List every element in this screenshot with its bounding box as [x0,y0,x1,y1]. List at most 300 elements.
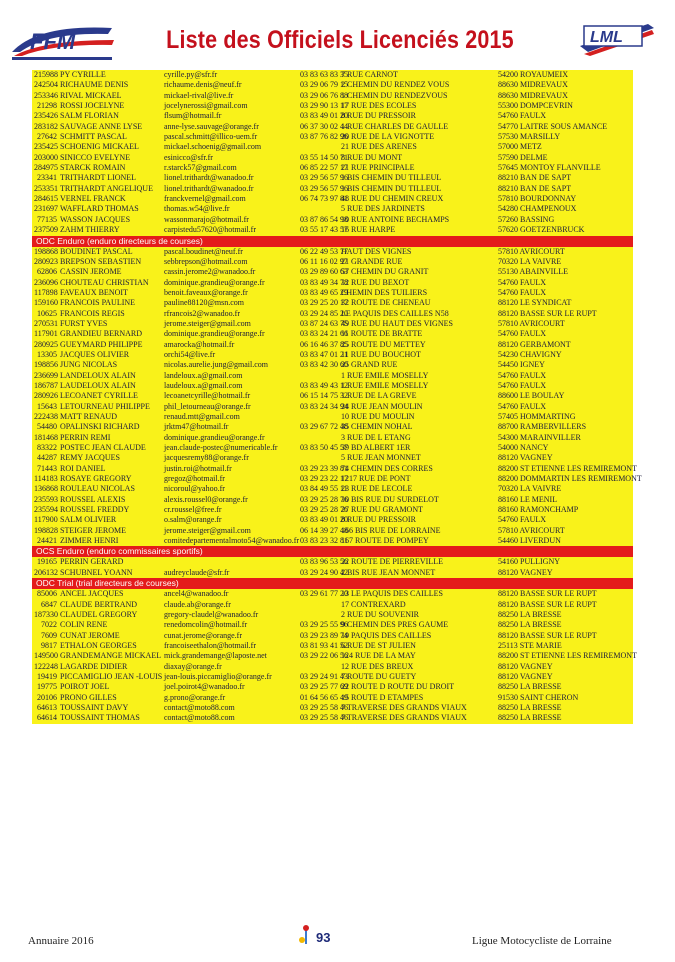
city-cell: 88200 ST ETIENNE LES REMIREMONT [498,651,637,661]
licence-number-cell: 187330 [34,609,58,619]
email-cell[interactable]: ancel4@wanadoo.fr [164,589,229,599]
page-title: Liste des Officiels Licenciés 2015 [166,26,514,54]
licence-number-cell: 215988 [34,70,58,79]
city-cell: 57530 MARSILLY [498,132,561,142]
phone-cell: 03 83 24 34 94 [300,401,348,411]
official-row [32,703,633,713]
phone-cell: 03 29 23 22 17 [300,474,348,484]
name-cell: ROSSI JOCELYNE [60,101,125,111]
city-cell: 54460 LIVERDUN [498,536,561,546]
name-cell: LAUDELOUX ALAIN [60,380,136,390]
city-cell: 25113 STE MARIE [498,640,562,650]
phone-cell: 03 83 49 01 20 [300,111,348,121]
city-cell: 57620 GOETZENBRUCK [498,225,585,235]
official-row [32,381,633,391]
name-cell: WAFFLARD THOMAS [60,204,139,214]
name-cell: PRONO GILLES [60,692,117,702]
address-cell: 27 RUE DU GRAMONT [341,505,423,515]
email-cell[interactable]: franckvernel@gmail.com [164,194,246,204]
name-cell: SALM OLIVIER [60,515,117,525]
city-cell: 88250 LA BRESSE [498,682,562,692]
licence-number-cell: 186787 [34,380,58,390]
email-cell[interactable]: flsum@hotmail.fr [164,111,222,121]
city-cell: 54760 FAULX [498,401,547,411]
licence-number-cell: 198828 [34,525,58,535]
email-cell[interactable]: cr.roussel@free.fr [164,505,222,515]
email-cell[interactable]: pauline88120@msn.com [164,298,245,308]
city-cell: 54770 LAITRE SOUS AMANCE [498,121,608,131]
email-cell[interactable]: cunat.jerome@orange.fr [164,630,242,640]
name-cell: BOUDINET PASCAL [60,246,133,256]
address-cell: 10 RUE ANTOINE BECHAMPS [341,214,450,224]
address-cell: 1217 RUE DE PONT [341,474,411,484]
footer-annuaire: Annuaire 2016 [28,935,94,947]
email-cell[interactable]: mick.grandemange@laposte.net [164,651,267,661]
name-cell: RICHAUME DENIS [60,80,129,90]
licence-number-cell: 7609 [41,630,57,640]
licence-number-cell: 235594 [34,505,58,515]
phone-cell: 03 29 25 77 69 [300,682,348,692]
address-cell: 11 RUE DU BOUCHOT [341,349,421,359]
official-row [32,463,637,474]
email-cell[interactable]: alexis.roussel0@orange.fr [164,494,248,504]
licence-number-cell: 280923 [34,256,58,266]
city-cell: 88700 RAMBERVILLERS [498,422,587,432]
name-cell: TRITHARDT LIONEL [60,173,137,183]
city-cell: 88250 LA BRESSE [498,702,562,712]
phone-cell: 03 83 23 32 81 [300,536,348,546]
licence-number-cell: 85006 [37,589,57,599]
name-cell: SALM FLORIAN [60,111,119,121]
official-row [32,309,633,319]
official-row [32,600,633,610]
address-cell: 17 RUE DES ECOLES [341,101,417,111]
licence-number-cell: 242504 [34,80,58,90]
email-cell[interactable]: contact@moto88.com [164,713,235,723]
address-cell: 12 RUE DES BREUX [341,661,414,671]
phone-cell: 03 29 56 57 96 [300,183,348,193]
phone-cell: 03 29 56 57 96 [300,173,348,183]
licence-number-cell: 19419 [37,671,57,681]
email-cell[interactable]: g.prono@orange.fr [164,692,226,702]
licence-number-cell: 114183 [34,474,58,484]
city-cell: 54450 IGNEY [498,360,545,370]
phone-cell: 03 29 61 77 20 [300,589,348,599]
email-cell[interactable]: renaud.mtt@gmail.com [164,412,240,421]
name-cell: COLIN RENE [60,620,108,630]
address-cell: 22 ROUTE D ROUTE DU DROIT [341,682,455,692]
email-cell[interactable]: jerome.steiger@gmail.com [164,525,251,535]
email-cell[interactable]: audreyclaude@sfr.fr [164,567,230,577]
city-cell: 88250 LA BRESSE [498,713,562,723]
email-cell[interactable]: claude.ab@orange.fr [164,599,231,609]
name-cell: TOUSSAINT THOMAS [60,713,140,723]
section-label: OCS Enduro (enduro commissaires sportifs) [36,546,203,557]
licence-number-cell: 222438 [34,412,58,421]
email-cell[interactable]: jocelynerossi@gmail.com [164,101,248,111]
email-cell[interactable]: comitedepartementalmoto54@wanadoo.fr [164,536,300,546]
official-row [32,204,633,214]
address-cell: 11 ROUTE DE BRATTE [341,329,423,339]
phone-cell: 03 55 17 43 57 [300,225,348,235]
address-cell: 1 RUE DE LA GREVE [341,391,417,401]
section-label: ODC Trial (trial directeurs de courses) [36,578,179,589]
name-cell: SCHMITT PASCAL [60,132,127,142]
email-cell[interactable]: lionel.trithardt@wanadoo.fr [164,183,254,193]
city-cell: 54160 PULLIGNY [498,557,560,567]
email-cell[interactable]: o.salm@orange.fr [164,515,222,525]
official-row [32,536,633,546]
phone-cell: 06 14 39 27 48 [300,525,348,535]
licence-number-cell: 284975 [34,163,58,173]
name-cell: BREPSON SEBASTIEN [60,256,142,266]
email-cell[interactable]: contact@moto88.com [164,702,235,712]
email-cell[interactable]: nicolas.aurelie.jung@gmail.com [164,360,269,370]
phone-cell: 06 74 73 97 81 [300,194,348,204]
email-cell[interactable]: mickael-rival@live.fr [164,90,234,100]
address-cell: 5 RUE JEAN MONNET [341,453,421,463]
email-cell[interactable]: renedomcolin@hotmail.fr [164,620,248,630]
phone-cell: 03 29 67 72 48 [300,422,348,432]
email-cell[interactable]: rfrancois2@wanadoo.fr [164,308,241,318]
section-label: ODC Enduro (enduro directeurs de courses) [36,235,203,246]
email-cell[interactable]: joel.poirot4@wanadoo.fr [164,682,245,692]
address-cell: 39 BD ALBERT 1ER [341,443,411,453]
email-cell[interactable]: laudeloux.a@gmail.com [164,380,243,390]
licence-number-cell: 136868 [34,484,58,494]
name-cell: GUEYMARD PHILIPPE [60,339,143,349]
email-cell[interactable]: jean.claude-postec@numericable.fr [164,443,278,453]
city-cell: 91530 SAINT CHERON [498,692,579,702]
email-cell[interactable]: lionel.trithardt@wanadoo.fr [164,173,254,183]
email-cell[interactable]: esinicco@sfr.fr [164,152,213,162]
official-row [32,111,633,121]
address-cell: 21 RUE DES ARENES [341,142,417,152]
licence-number-cell: 24421 [37,536,57,546]
phone-cell: 03 29 25 20 17 [300,298,348,308]
phone-cell: 06 22 49 53 77 [300,246,348,256]
official-row [32,568,633,578]
name-cell: ETHALON GEORGES [60,640,137,650]
name-cell: ZAHM THIERRY [60,225,120,235]
address-cell: 13 LE PAQUIS DES CAILLES [341,589,443,599]
phone-cell: 03 83 42 30 60 [300,360,348,370]
email-cell[interactable]: nicoroul@yahoo.fr [164,484,225,494]
official-row [32,589,633,599]
licence-number-cell: 71443 [37,463,57,473]
official-row [32,526,633,536]
city-cell: 57645 MONTOY FLANVILLE [498,163,601,173]
phone-cell: 03 29 25 28 76 [300,505,348,515]
email-cell[interactable]: amarocka@hotmail.fr [164,339,235,349]
address-cell: 2 BIS RUE JEAN MONNET [341,567,436,577]
email-cell[interactable]: lecoanetcyrille@hotmail.fr [164,391,251,401]
email-cell[interactable]: pascal.boudinet@neuf.fr [164,246,243,256]
email-cell[interactable]: orchi54@live.fr [164,349,216,359]
phone-cell: 03 29 25 55 96 [300,620,348,630]
official-row [32,610,633,620]
address-cell: 19 PAQUIS DES CAILLES [341,630,432,640]
email-cell[interactable]: landeloux.a@gmail.com [164,370,243,380]
city-cell: 57590 DELME [498,152,548,162]
official-row [32,515,633,525]
phone-cell: 03 83 49 65 29 [300,287,348,297]
email-cell[interactable]: dominique.grandieu@orange.fr [164,432,265,442]
name-cell: LECOANET CYRILLE [60,391,138,401]
licence-number-cell: 231697 [34,204,58,214]
page-number: 93 [316,930,331,945]
official-row [32,247,633,257]
city-cell: 88600 LE BOULAY [498,391,565,401]
official-row [32,484,633,494]
address-cell: 15 ROUTE D ETAMPES [341,692,424,702]
address-cell: 2 CHEMIN DU RENDEZ VOUS [341,80,450,90]
name-cell: OPALINSKI RICHARD [60,422,140,432]
official-row [32,340,633,350]
official-row [32,142,633,152]
name-cell: WASSON JACQUES [60,214,131,224]
official-row [32,122,633,132]
email-cell[interactable]: r.starck57@gmail.com [164,163,237,173]
licence-number-cell: 181468 [34,432,58,442]
official-row [32,402,633,412]
address-cell: 20 RUE DE LA VIGNOTTE [341,132,435,142]
email-cell[interactable]: richaume.denis@neuf.fr [164,80,242,90]
email-cell[interactable]: wassonmarajo@hotmail.fr [164,214,249,224]
licence-number-cell: 117898 [34,287,58,297]
official-row [32,360,633,370]
address-cell: 7 TRAVERSE DES GRANDS VIAUX [341,713,467,723]
licence-number-cell: 284615 [34,194,58,204]
licence-number-cell: 253351 [34,183,58,193]
phone-cell: 03 29 90 13 17 [300,101,348,111]
official-row [32,693,633,703]
city-cell: 88120 VAGNEY [498,661,553,671]
address-cell: 124 RUE DE LA MAY [341,651,416,661]
licence-number-cell: 15643 [37,401,57,411]
licence-number-cell: 235425 [34,142,58,152]
official-row [32,433,633,443]
address-cell: 17 CONTREXARD [341,599,406,609]
licence-number-cell: 77135 [37,214,57,224]
name-cell: PY CYRILLE [60,70,106,79]
licence-number-cell: 237509 [34,225,58,235]
email-cell[interactable]: sebbrepson@hotmail.com [164,256,248,266]
licence-number-cell: 270531 [34,318,58,328]
city-cell: 54760 FAULX [498,287,547,297]
city-cell: 88120 BASSE SUR LE RUPT [498,589,597,599]
licence-number-cell: 54480 [37,422,57,432]
city-cell: 88120 VAGNEY [498,453,553,463]
licence-number-cell: 44287 [37,453,57,463]
official-row [32,80,633,90]
footer-ligue: Ligue Motocycliste de Lorraine [472,935,612,947]
email-cell[interactable]: jean-louis.piccamiglio@orange.fr [164,671,272,681]
address-cell: 16 RUE HARPE [341,225,396,235]
city-cell: 88630 MIDREVAUX [498,80,568,90]
city-cell: 88200 DOMMARTIN LES REMIREMONT [498,474,642,484]
licence-number-cell: 117900 [34,515,58,525]
ffm-logo-text: FFM [30,29,76,54]
licence-number-cell: 20106 [37,692,57,702]
phone-cell: 03 87 24 63 75 [300,318,348,328]
email-cell[interactable]: jrktm47@hotmail.fr [164,422,229,432]
official-row [32,267,633,277]
email-cell[interactable]: dominique.grandieu@orange.fr [164,277,265,287]
section-header [32,236,633,247]
address-cell: HAUT DES VIGNES [341,246,412,256]
city-cell: 88200 ST ETIENNE LES REMIREMONT [498,463,637,473]
licence-number-cell: 64614 [37,713,57,723]
name-cell: SCHOENIG MICKAEL [60,142,139,152]
name-cell: LANDELOUX ALAIN [60,370,136,380]
licence-number-cell: 7022 [41,620,57,630]
city-cell: 54760 FAULX [498,329,547,339]
email-cell[interactable]: cassin.jerome2@wanadoo.fr [164,267,256,277]
name-cell: SCHUBNEL YOANN [60,567,133,577]
section-header [32,546,633,557]
city-cell: 88210 BAN DE SAPT [498,183,572,193]
address-cell: 7 RUE CARNOT [341,70,398,79]
licence-number-cell: 21298 [37,101,57,111]
city-cell: 88120 BASSE SUR LE RUPT [498,630,597,640]
official-row [32,651,637,661]
address-cell: 10 BIS RUE DU SURDELOT [341,494,439,504]
address-cell: 7 ROUTE DU GUETY [341,671,417,681]
name-cell: FRANCOIS PAULINE [60,298,136,308]
official-row [32,422,633,432]
name-cell: ZIMMER HENRI [60,536,119,546]
email-cell[interactable]: diaxay@orange.fr [164,661,222,671]
email-cell[interactable]: phil_letourneau@orange.fr [164,401,251,411]
email-cell[interactable]: gregoz@hotmail.fr [164,474,225,484]
name-cell: ROUSSEL ALEXIS [60,494,126,504]
phone-cell: 03 29 25 58 46 [300,713,348,723]
city-cell: 54300 MARAINVILLER [498,432,581,442]
phone-cell: 03 29 23 89 74 [300,630,348,640]
licence-number-cell: 23341 [37,173,57,183]
city-cell: 88120 VAGNEY [498,671,553,681]
name-cell: PERRIN REMI [60,432,111,442]
page-header [0,0,675,70]
address-cell: 21 RUE PRINCIPALE [341,163,415,173]
licence-number-cell: 9817 [41,640,57,650]
licence-number-cell: 149500 [34,651,58,661]
licence-number-cell: 6847 [41,599,57,609]
phone-cell: 06 15 14 75 32 [300,391,348,401]
email-cell[interactable]: benoit.faveaux@orange.fr [164,287,248,297]
email-cell[interactable]: anne-lyse.sauvage@orange.fr [164,121,259,131]
city-cell: 57260 BASSING [498,214,555,224]
city-cell: 88160 LE MENIL [498,494,558,504]
address-cell: 3 RUE DE L ETANG [341,432,411,442]
phone-cell: 01 64 56 65 49 [300,692,348,702]
phone-cell: 03 83 24 21 66 [300,329,348,339]
phone-cell: 06 16 46 37 85 [300,339,348,349]
phone-cell: 03 29 23 39 81 [300,463,348,473]
address-cell: 23 RUE DE LECOLE [341,484,413,494]
city-cell: 88250 LA BRESSE [498,609,562,619]
city-cell: 57405 HOMMARTING [498,412,576,421]
official-row [32,443,633,453]
city-cell: 55300 DOMPCEVRIN [498,101,573,111]
licence-number-cell: 283182 [34,121,58,131]
phone-cell: 03 87 86 54 98 [300,214,348,224]
phone-cell: 03 83 50 45 57 [300,443,348,453]
email-cell[interactable]: justin.roi@hotmail.fr [164,463,232,473]
name-cell: CASSIN JEROME [60,267,122,277]
official-row [32,288,633,298]
name-cell: ROULEAU NICOLAS [60,484,135,494]
address-cell: LE PAQUIS DES CAILLES N58 [341,308,449,318]
official-row [32,225,633,235]
name-cell: TRITHARDT ANGELIQUE [60,183,153,193]
official-row [32,163,633,173]
lml-logo [578,16,656,58]
official-row [32,215,633,225]
email-cell[interactable]: gregory-claudel@wanadoo.fr [164,609,259,619]
city-cell: 54230 CHAVIGNY [498,349,562,359]
licence-number-cell: 235593 [34,494,58,504]
page-number-marker-icon [298,924,314,946]
email-cell[interactable]: mickael.schoenig@gmail.com [164,142,262,152]
licence-number-cell: 198868 [34,246,58,256]
name-cell: LETOURNEAU PHILIPPE [60,401,150,411]
name-cell: PICCAMIGLIO JEAN -LOUIS [60,671,163,681]
email-cell[interactable]: jerome.steiger@gmail.com [164,318,251,328]
licence-number-cell: 64613 [37,702,57,712]
official-row [32,70,633,80]
licence-number-cell: 203000 [34,152,58,162]
address-cell: 22 ROUTE DE PIERREVILLE [341,557,443,567]
address-cell: 1 RUE EMILE MOSELLY [341,370,429,380]
email-cell[interactable]: thomas.w54@live.fr [164,204,230,214]
email-cell[interactable]: cyrille.py@sfr.fr [164,70,218,79]
official-row [32,91,633,101]
name-cell: REMY JACQUES [60,453,120,463]
address-cell: 1 RUE CHARLES DE GAULLE [341,121,449,131]
address-cell: 48 RUE DU CHEMIN CREUX [341,194,444,204]
email-cell[interactable]: jacquesremy88@orange.fr [164,453,249,463]
email-cell[interactable]: dominique.grandieu@orange.fr [164,329,265,339]
name-cell: ROUSSEL FREDDY [60,505,130,515]
email-cell[interactable]: carpistedu57620@hotmail.fr [164,225,257,235]
phone-cell: 03 83 96 53 56 [300,557,348,567]
phone-cell: 03 55 14 50 71 [300,152,348,162]
city-cell: 57810 AVRICOURT [498,318,565,328]
address-cell: 32 ROUTE DE CHENEAU [341,298,431,308]
name-cell: RIVAL MICKAEL [60,90,122,100]
licence-number-cell: 280925 [34,339,58,349]
official-row [32,391,633,401]
official-row [32,412,633,422]
email-cell[interactable]: pascal.schmitt@illico-uem.fr [164,132,258,142]
address-cell: 1 BIS CHEMIN DU TILLEUL [341,183,442,193]
licence-number-cell: 159160 [34,298,58,308]
address-cell: 10 RUE DU MOULIN [341,412,415,421]
address-cell: 9 CHEMIN DES PRES GAUME [341,620,449,630]
city-cell: 54760 FAULX [498,277,547,287]
phone-cell: 03 83 49 43 12 [300,380,348,390]
email-cell[interactable]: francoiseethalon@hotmail.fr [164,640,256,650]
city-cell: 57810 AVRICOURT [498,525,565,535]
name-cell: STARCK ROMAIN [60,163,126,173]
phone-cell: 03 29 89 60 63 [300,267,348,277]
name-cell: CLAUDE BERTRAND [60,599,138,609]
address-cell: 74 CHEMIN DES CORRES [341,463,433,473]
name-cell: CUNAT JEROME [60,630,120,640]
city-cell: 54000 NANCY [498,443,549,453]
